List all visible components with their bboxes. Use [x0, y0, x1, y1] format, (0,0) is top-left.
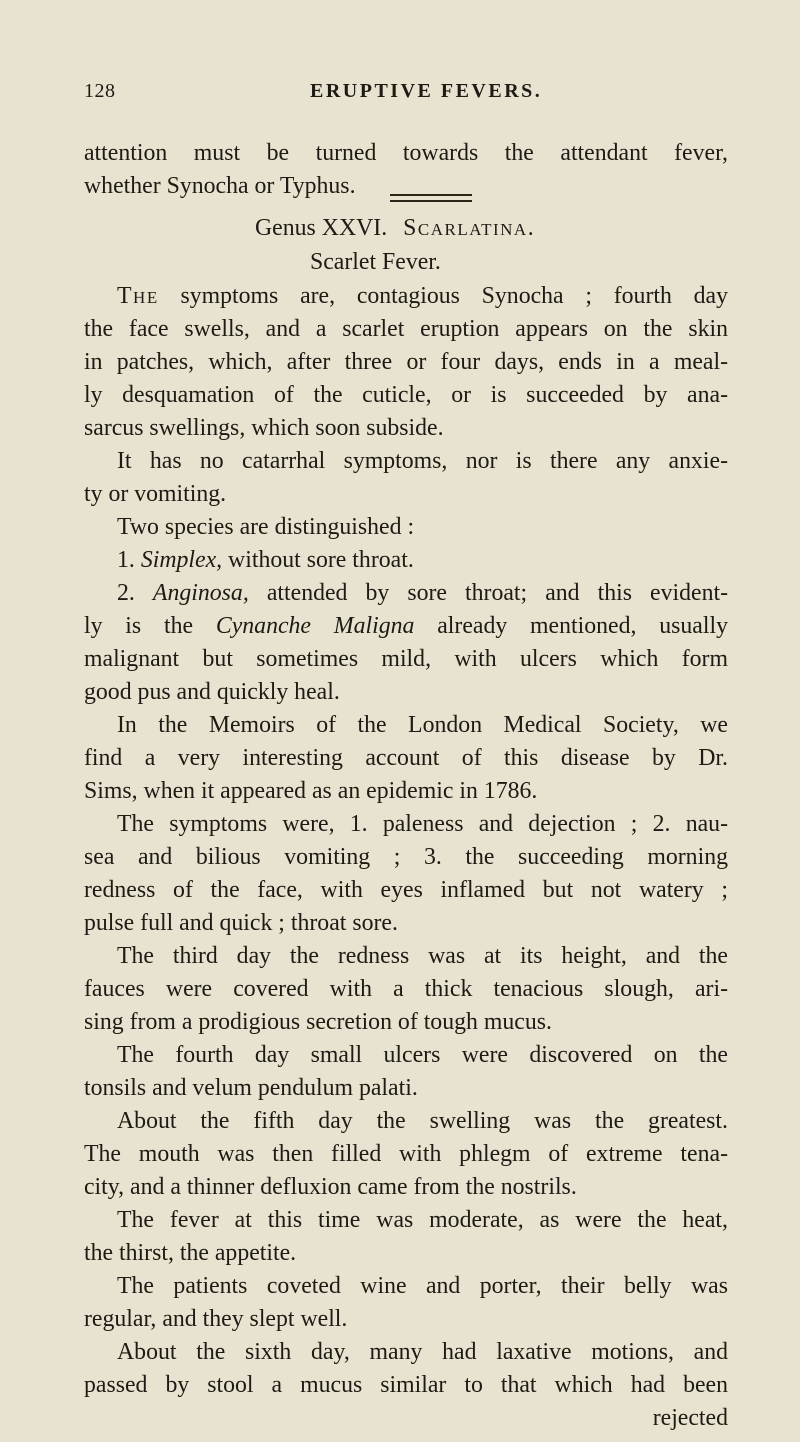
text-line: ly desquamation of the cuticle, or is succeeded by ana-: [84, 382, 728, 408]
text-line: It has no catarrhal symptoms, nor is there any anxie-: [117, 448, 728, 474]
genus-heading: [255, 212, 755, 245]
text-line: Sims, when it appeared as an epidemic in 1786.: [84, 778, 538, 804]
text-line: Two species are distinguished :: [117, 514, 415, 540]
page-number: 128: [84, 80, 116, 102]
text-line: The third day the redness was at its height, and the: [117, 943, 728, 969]
species-item-anginosa: [117, 577, 728, 610]
text-line: tonsils and velum pendulum palati.: [84, 1075, 418, 1101]
text-line: pulse full and quick ; throat sore.: [84, 910, 398, 936]
text-line: find a very interesting account of this disease by Dr.: [84, 745, 728, 771]
text-line: The fourth day small ulcers were discovered on the: [117, 1042, 728, 1068]
text-line: fauces were covered with a thick tenacious slough, ari-: [84, 976, 728, 1002]
text-line: The mouth was then filled with phlegm of extreme tena-: [84, 1141, 728, 1167]
text-line: sarcus swellings, which soon subside.: [84, 415, 444, 441]
text-line: sea and bilious vomiting ; 3. the succeeding morning: [84, 844, 728, 870]
genus-label: Genus XXVI.: [255, 215, 388, 241]
text-line: ty or vomiting.: [84, 481, 227, 507]
species-name: Anginosa,: [152, 580, 249, 606]
text-line: the face swells, and a scarlet eruption appears on the skin: [84, 316, 728, 342]
disease-name: Cynanche Maligna: [215, 613, 415, 639]
text-line: About the sixth day, many had laxative motions, and: [117, 1339, 728, 1365]
genus-name: Scarlatina.: [403, 215, 536, 241]
running-head: ERUPTIVE FEVERS.: [310, 80, 543, 102]
species-name: Simplex,: [140, 547, 223, 573]
text-line: About the fifth day the swelling was the greatest.: [117, 1108, 728, 1134]
text-line: good pus and quickly heal.: [84, 679, 340, 705]
page-header: [84, 80, 784, 120]
text-line: sing from a prodigious secretion of tough mucus.: [84, 1009, 552, 1035]
text-line: malignant but sometimes mild, with ulcers which form: [84, 646, 728, 672]
text-line: The symptoms were, 1. paleness and dejection ; 2. nau-: [117, 811, 728, 837]
text-span: already mentioned, usually: [437, 613, 728, 639]
species-item-simplex: [117, 544, 728, 577]
text-line: regular, and they slept well.: [84, 1306, 348, 1332]
text-line: [117, 280, 728, 313]
text-line: In the Memoirs of the London Medical Society, we: [117, 712, 728, 738]
genus-common-name: Scarlet Fever.: [310, 249, 441, 275]
text-span: symptoms are, contagious Synocha ; fourth day: [180, 283, 728, 309]
lead-word: The: [117, 283, 159, 309]
text-line: The fever at this time was moderate, as were the heat,: [117, 1207, 728, 1233]
catchword: rejected: [652, 1405, 728, 1431]
text-line: [84, 610, 728, 643]
text-line: the thirst, the appetite.: [84, 1240, 297, 1266]
text-span: without sore throat.: [228, 547, 414, 573]
text-line: The patients coveted wine and porter, their belly was: [117, 1273, 728, 1299]
text-line: passed by stool a mucus similar to that which had been: [84, 1372, 728, 1398]
text-span: ly is the: [84, 613, 194, 639]
text-span: attended by sore throat; and this evident-: [266, 580, 729, 606]
text-line: in patches, which, after three or four days, ends in a meal-: [84, 349, 728, 375]
text-line: whether Synocha or Typhus.: [84, 173, 356, 199]
item-number: 2.: [117, 580, 135, 606]
section-divider: [390, 194, 472, 202]
item-number: 1.: [117, 547, 135, 573]
text-line: redness of the face, with eyes inflamed but not watery ;: [84, 877, 728, 903]
text-line: city, and a thinner defluxion came from the nostrils.: [84, 1174, 577, 1200]
text-line: attention must be turned towards the attendant fever,: [84, 140, 728, 166]
